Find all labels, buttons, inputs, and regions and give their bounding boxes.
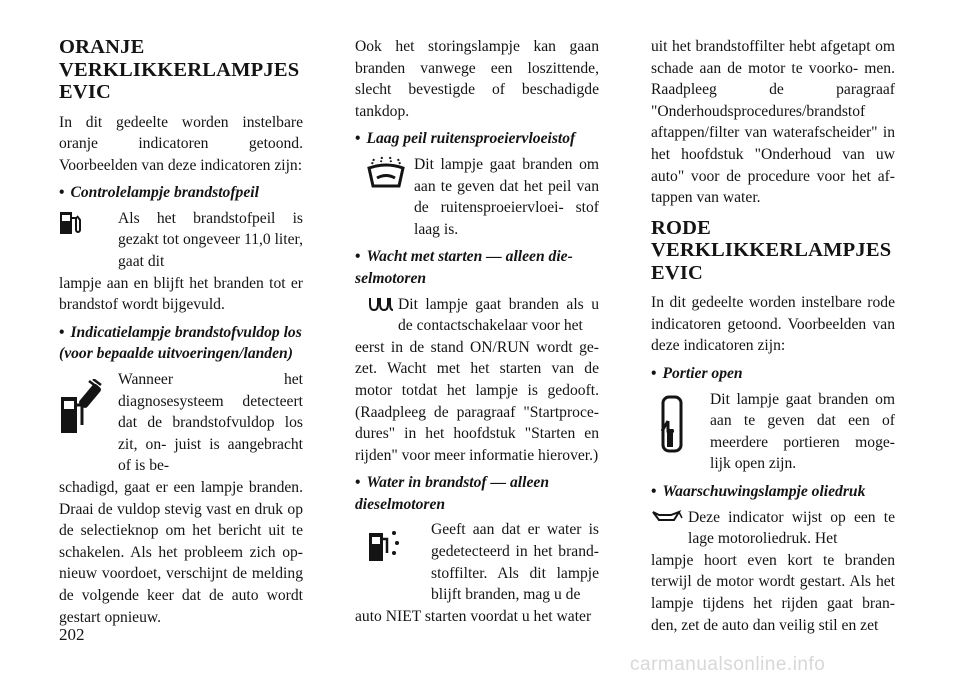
bullet-title: Portier open xyxy=(662,365,743,383)
fuel-pump-icon xyxy=(59,210,81,243)
bullet-door-open xyxy=(651,363,895,385)
fuel-cap-text: schadigd, gaat er een lampje branden. Draai de vuldop stevig vast en druk op de selectieknop om het bericht uit te schakelen. Als het probleem zich op- nieuw voordoet, verschijnt de melding de volgende keer dat de auto wordt gestart opnieuw. xyxy=(59,479,303,626)
page-number: 202 xyxy=(59,625,85,644)
bullet-washer-fluid xyxy=(355,128,599,150)
water-in-fuel-text-indented: Geeft aan dat er water is gedetecteerd in het brand- stoffilter. Als dit lampje blijft branden, mag u de xyxy=(431,521,599,604)
washer-fluid-icon xyxy=(365,156,407,197)
washer-fluid-block xyxy=(355,154,599,240)
bullet-dot: • xyxy=(59,184,65,202)
bullet-title: Controlelampje brandstofpeil xyxy=(70,184,259,202)
fuel-cap-text-indented: Wanneer het diagnosesysteem detecteert dat de brandstofvuldop los zit, on- juist is aangebracht of is be- xyxy=(118,371,303,475)
fuel-cap-text-continued: Ook het storingslampje kan gaan branden vanwege een loszittende, slecht bevestigde of beschadigde tankdop. xyxy=(355,38,599,120)
bullet-dot: • xyxy=(59,323,65,341)
fuel-level-text-indented: Als het brandstofpeil is gezakt tot ongeveer 11,0 liter, gaat dit xyxy=(118,209,303,271)
bullet-fuel-cap xyxy=(59,322,303,365)
bullet-title: Water in brandstof — alleen dieselmotoren xyxy=(355,474,549,513)
wait-to-start-block xyxy=(355,294,599,337)
oil-can-icon xyxy=(651,509,683,532)
section-heading-red: RODE VERKLIKKERLAMPJES EVIC xyxy=(651,216,892,284)
bullet-dot: • xyxy=(355,130,361,148)
watermark: carmanualsonline.info xyxy=(630,654,826,675)
water-in-fuel-block xyxy=(355,519,599,605)
glow-plug-icon xyxy=(367,296,397,319)
bullet-dot: • xyxy=(651,365,657,383)
bullet-water-in-fuel xyxy=(355,472,599,515)
section-intro: In dit gedeelte worden instelbare oranje indicatoren getoond. Voorbeelden van deze indicatoren zijn: xyxy=(59,113,303,174)
oil-pressure-block xyxy=(651,507,895,550)
door-open-text: Dit lampje gaat branden om aan te geven dat een of meerdere portieren moge- lijk open zijn. xyxy=(710,390,895,473)
wait-to-start-text: eerst in de stand ON/RUN wordt ge- zet. Wacht met het starten van de motor totdat het lampje is gedooft. (Raadpleeg de paragraaf "Startproce- dures" in het hoofdstuk "Starten en rijden" voor meer informatie hierover.) xyxy=(355,338,599,464)
oil-pressure-text-indented: Deze indicator wijst op een te lage motoroliedruk. Het xyxy=(688,508,895,548)
bullet-dot: • xyxy=(355,474,361,492)
fuel-level-text: lampje aan en blijft het branden tot er brandstof wordt bijgevuld. xyxy=(59,274,303,314)
column-middle xyxy=(355,36,599,633)
fuel-cap-block xyxy=(59,369,303,477)
column-left xyxy=(59,36,303,634)
wait-to-start-text-indented: Dit lampje gaat branden als u de contactschakelaar voor het xyxy=(398,295,599,335)
bullet-title: Laag peil ruitensproeiervloeistof xyxy=(366,130,576,148)
bullet-wait-to-start xyxy=(355,246,599,289)
bullet-oil-pressure xyxy=(651,481,895,503)
water-in-fuel-icon xyxy=(367,525,401,572)
section-intro: In dit gedeelte worden instelbare rode indicatoren getoond. Voorbeelden van deze indicatoren zijn: xyxy=(651,294,895,355)
bullet-dot: • xyxy=(355,248,361,266)
water-in-fuel-text-continued: uit het brandstoffilter hebt afgetapt om schade aan de motor te voorko- men. Raadpleeg de paragraaf "Onderhoudsprocedures/brandstof aftappen/filter van waterafscheider" in het hoofdstuk "Onderhoud van uw auto" voor de procedure voor het af- tappen van water. xyxy=(651,38,895,207)
water-in-fuel-text: auto NIET starten voordat u het water xyxy=(355,607,592,625)
column-right xyxy=(651,36,895,642)
door-open-icon xyxy=(659,395,685,460)
bullet-title: Waarschuwingslampje oliedruk xyxy=(662,483,866,500)
bullet-title: Indicatielampje brandstofvuldop los (voor bepaalde uitvoeringen/landen) xyxy=(59,323,302,363)
washer-fluid-text: Dit lampje gaat branden om aan te geven dat het peil van de ruitensproeiervloei- stof laag is. xyxy=(414,155,599,238)
bullet-title: Wacht met starten — alleen die- selmotoren xyxy=(355,248,573,287)
bullet-fuel-level xyxy=(59,182,303,204)
fuel-cap-icon xyxy=(59,379,105,442)
fuel-level-block xyxy=(59,208,303,273)
bullet-dot: • xyxy=(651,483,657,500)
door-open-block xyxy=(651,389,895,475)
oil-pressure-text: lampje hoort even kort te branden terwijl de motor wordt gestart. Als het lampje tijdens het rijden gaat bran- den, zet de auto dan veilig stil en zet xyxy=(651,551,895,634)
section-heading-orange: ORANJE VERKLIKKERLAMPJES EVIC xyxy=(59,36,300,103)
